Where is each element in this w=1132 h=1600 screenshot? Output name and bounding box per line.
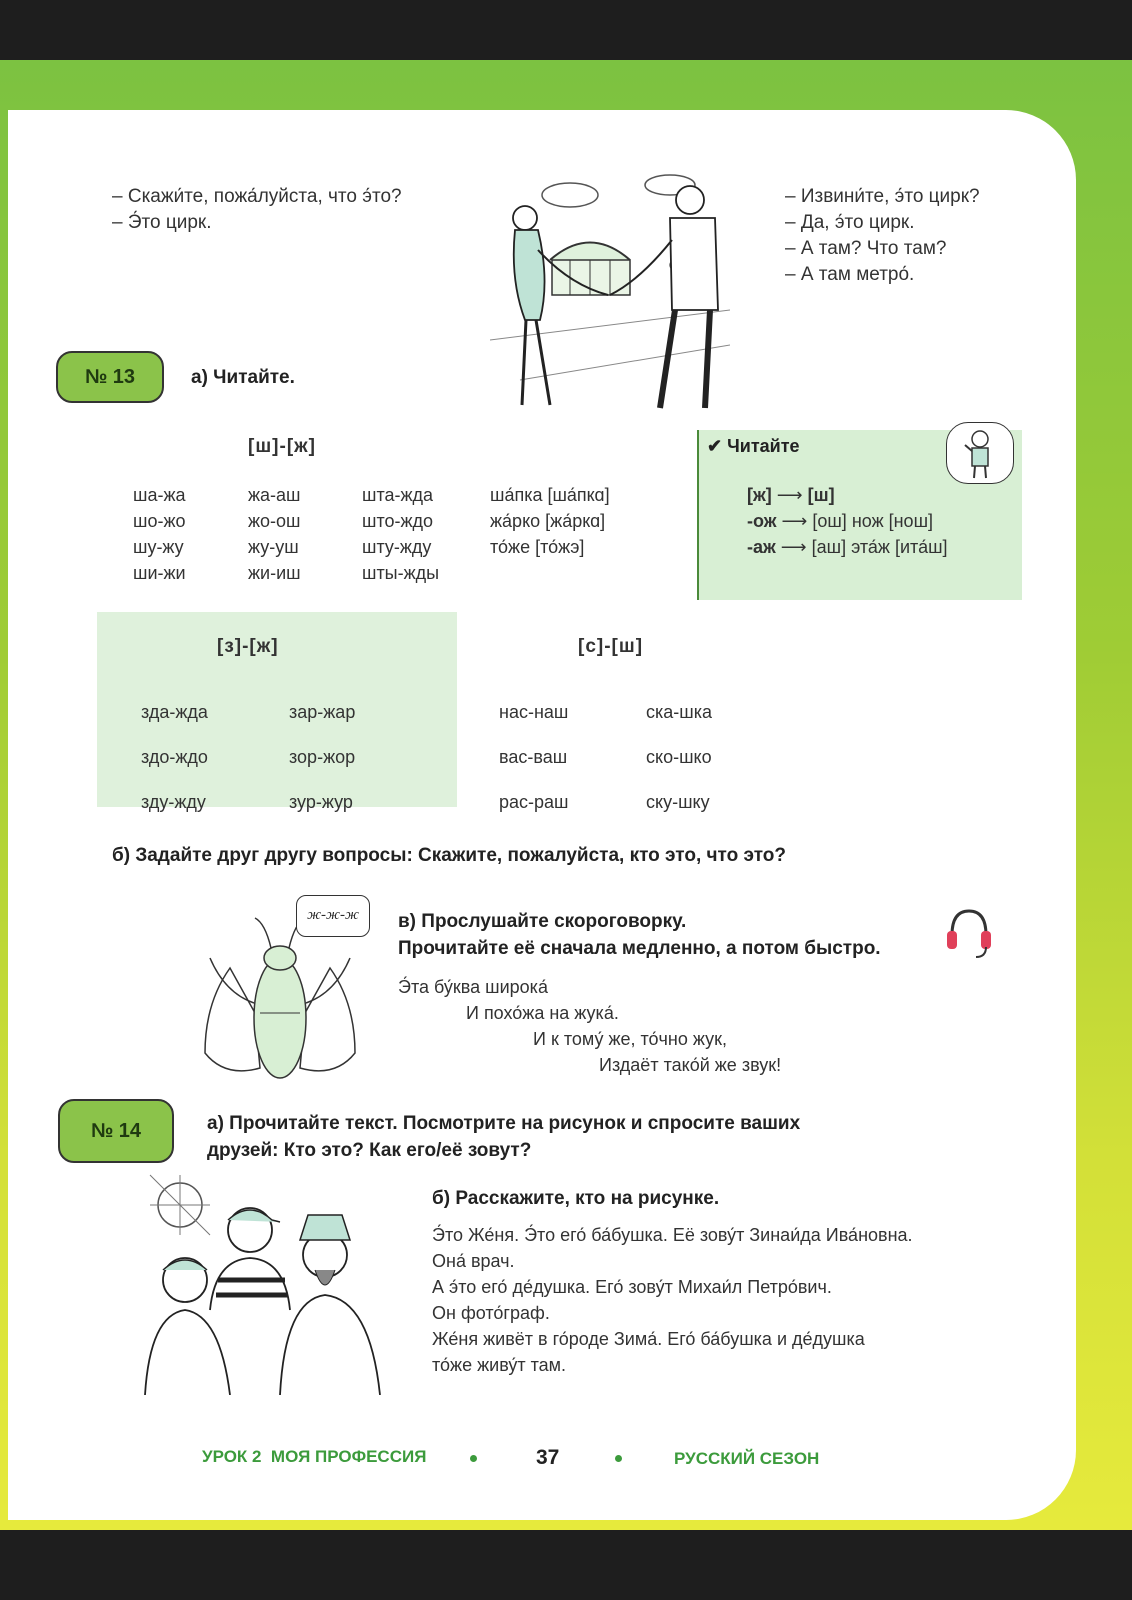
read-rules xyxy=(747,482,948,560)
syllable-column-1 xyxy=(133,482,186,586)
exercise-14-task-b: б) Расскажите, кто на рисунке. xyxy=(432,1188,720,1209)
syllable: жа-аш xyxy=(248,485,301,505)
circus-illustration xyxy=(490,170,730,420)
syllable: ши-жи xyxy=(133,563,186,583)
syllable: зор-жор xyxy=(289,747,356,767)
read-rule-row xyxy=(747,534,948,560)
syllable: ску-шку xyxy=(646,792,710,812)
read-rule-box xyxy=(697,430,1022,600)
poem-line: И похо́жа на жука́. xyxy=(466,1003,619,1023)
sh-zh-heading: [ш]-[ж] xyxy=(248,436,316,457)
exercise-14-badge: № 14 xyxy=(58,1099,174,1163)
arrow-right-icon: ⟶ xyxy=(776,485,803,505)
syllable-column-3 xyxy=(362,482,439,586)
rule-to: [ш] xyxy=(807,485,835,505)
word-transcription: жа́рко [жа́ркɑ] xyxy=(490,511,606,531)
z-zh-heading: [з]-[ж] xyxy=(217,636,279,657)
syllable: шу-жу xyxy=(133,537,184,557)
text-line: Он фото́граф. xyxy=(432,1303,550,1323)
exercise-14-text xyxy=(432,1222,913,1378)
syllable: зур-жур xyxy=(289,792,353,812)
text-line: Э́то Же́ня. Э́то его́ ба́бушка. Её зову́т Зинаи́да Ива́новна. xyxy=(432,1225,913,1245)
syllable: зду-жду xyxy=(141,792,206,812)
word-transcription: ша́пка [ша́пкɑ] xyxy=(490,485,610,505)
syllable: нас-наш xyxy=(499,702,569,722)
poem-line: Э́та бу́ква широка́ xyxy=(398,977,548,997)
word-transcription: то́же [то́жэ] xyxy=(490,537,585,557)
footer-book-title: РУССКИЙ СЕЗОН xyxy=(674,1449,820,1468)
read-rule-row xyxy=(747,508,948,534)
syllable: зар-жар xyxy=(289,702,356,722)
dialog-left xyxy=(112,184,402,236)
footer-dot xyxy=(470,1455,477,1462)
text-line: то́же живу́т там. xyxy=(432,1355,567,1375)
syllable: здо-ждо xyxy=(141,747,208,767)
s-sh-heading: [с]-[ш] xyxy=(578,636,644,657)
z-zh-column-2 xyxy=(289,690,355,825)
text-line: Же́ня живёт в го́роде Зима́. Его́ ба́бушка и де́душка xyxy=(432,1329,865,1349)
syllable: што-ждо xyxy=(362,511,434,531)
reading-boy-icon xyxy=(946,422,1014,484)
dialog-right xyxy=(785,184,980,288)
rule-from: [ж] xyxy=(747,485,772,505)
syllable: жу-уш xyxy=(248,537,299,557)
footer-lesson-title: УРОК 2 МОЯ ПРОФЕССИЯ xyxy=(202,1447,427,1466)
dialog-line: – А там? Что там? xyxy=(785,238,947,259)
text-line: А э́то его́ де́душка. Его́ зову́т Михаи́л Петро́вич. xyxy=(432,1277,832,1297)
rule-from: -ож xyxy=(747,511,777,531)
rule-example: нож [нош] xyxy=(851,511,934,531)
exercise-13-task-v xyxy=(398,908,881,962)
footer-dot xyxy=(615,1455,622,1462)
rule-example: эта́ж [ита́ш] xyxy=(851,537,948,557)
exercise-13-badge: № 13 xyxy=(56,351,164,403)
read-box-title-row xyxy=(707,436,800,457)
syllable: шту-жду xyxy=(362,537,432,557)
z-zh-box xyxy=(97,612,457,812)
rule-from: -аж xyxy=(747,537,776,557)
poem-line: И к тому́ же, то́чно жук, xyxy=(533,1029,728,1049)
text-line: Она́ врач. xyxy=(432,1251,515,1271)
syllable: жи-иш xyxy=(248,563,301,583)
s-sh-column-2 xyxy=(646,690,712,825)
dialog-line: – Извини́те, э́то цирк? xyxy=(785,186,980,207)
dialog-line: – Э́то цирк. xyxy=(112,212,212,233)
dialog-line: – Скажи́те, пожа́луйста, что э́то? xyxy=(112,186,402,207)
syllable: жо-ош xyxy=(248,511,301,531)
syllable: шта-жда xyxy=(362,485,434,505)
task-a-line: друзей: Кто это? Как его/её зовут? xyxy=(207,1140,532,1161)
tongue-twister-poem xyxy=(398,974,818,1078)
rule-to: [ош] xyxy=(812,511,847,531)
task-a-line: а) Прочитайте текст. Посмотрите на рисунок и спросите ваших xyxy=(207,1113,801,1134)
rule-to: [аш] xyxy=(811,537,847,557)
syllable: вас-ваш xyxy=(499,747,568,767)
task-v-line: Прочитайте её сначала медленно, а потом быстро. xyxy=(398,938,881,959)
poem-line: Издаёт тако́й же звук! xyxy=(599,1055,782,1075)
family-illustration xyxy=(130,1170,395,1395)
syllable-column-2 xyxy=(248,482,301,586)
z-zh-column-1 xyxy=(141,690,208,825)
dialog-line: – Да, э́то цирк. xyxy=(785,212,915,233)
checkmark-icon: ✔ xyxy=(707,436,723,456)
syllable: зда-жда xyxy=(141,702,208,722)
read-box-title: Читайте xyxy=(727,436,800,456)
read-rule-row xyxy=(747,482,948,508)
s-sh-column-1 xyxy=(499,690,568,825)
exercise-14-task-a xyxy=(207,1110,800,1164)
dialog-line: – А там метро́. xyxy=(785,264,915,285)
syllable: ско-шко xyxy=(646,747,712,767)
exercise-13-task-a: а) Читайте. xyxy=(191,367,295,388)
arrow-right-icon: ⟶ xyxy=(781,511,808,531)
task-v-line: в) Прослушайте скороговорку. xyxy=(398,911,687,932)
syllable: ска-шка xyxy=(646,702,712,722)
speech-bubble: ж-ж-ж xyxy=(296,895,370,937)
word-column-4 xyxy=(490,482,610,560)
headphones-icon[interactable] xyxy=(944,905,994,960)
exercise-13-task-b: б) Задайте друг другу вопросы: Скажите, пожалуйста, кто это, что это? xyxy=(112,845,786,866)
syllable: шо-жо xyxy=(133,511,186,531)
syllable: шты-жды xyxy=(362,563,440,583)
arrow-right-icon: ⟶ xyxy=(780,537,807,557)
syllable: рас-раш xyxy=(499,792,569,812)
page-number: 37 xyxy=(536,1446,560,1469)
syllable: ша-жа xyxy=(133,485,186,505)
